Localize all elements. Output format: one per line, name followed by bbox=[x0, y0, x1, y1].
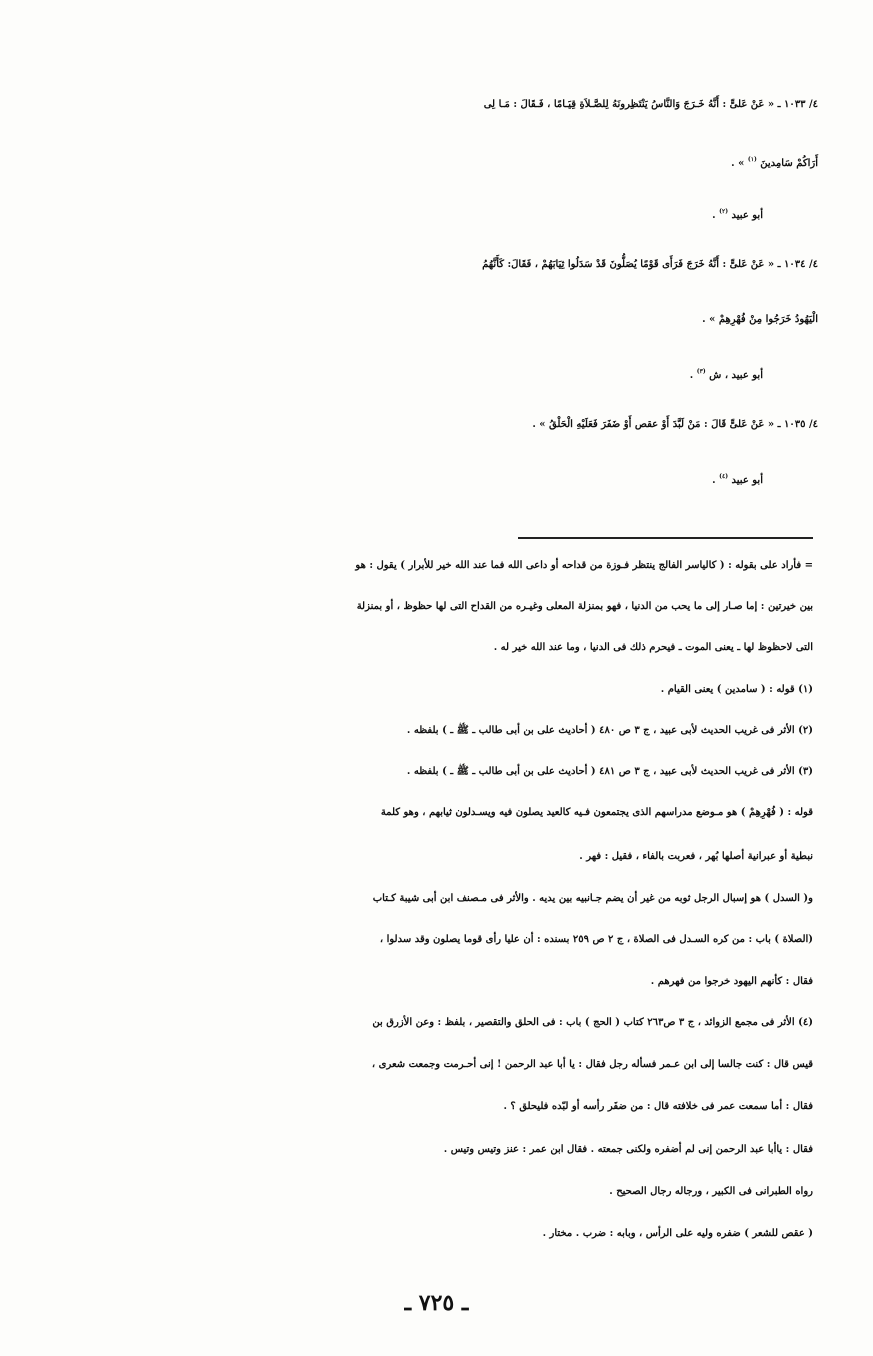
entry-text: « عَنْ عَلىٍّ قَالَ : مَنْ لَبَّدَ أَوْ عقص أَوْ ضَفَرَ فَعَلَيْهِ الْحَلْقُ » . bbox=[532, 419, 775, 430]
footnote-divider bbox=[518, 537, 813, 539]
entry-text: أَرَاكُمْ سَامِدينَ bbox=[760, 157, 818, 169]
footnote-line: = فأراد على بقوله : ( كالياسر الفالج ينتظر فـوزة من قداحه أو داعى الله فما عند الله خير للأبرار ) يقول : هو bbox=[355, 560, 813, 571]
footnote-line: رواه الطبرانى فى الكبير ، ورجاله رجال الصحيح . bbox=[609, 1186, 813, 1197]
footnote-line: فقال : ياأبا عبد الرحمن إنى لم أضفره ولكنى جمعته . فقال ابن عمر : عنز وتيس وتيس . bbox=[443, 1144, 813, 1155]
footnote-line: بين خيرتين : إما صـار إلى ما يحب من الدنيا ، فهو بمنزلة المعلى وغيـره من القداح التى لها حظوظ ، أو بمنزلة bbox=[356, 601, 813, 612]
source-text: أبو عبيد bbox=[731, 474, 763, 486]
footnote-line: فقال : كأنهم اليهود خرجوا من فهرهم . bbox=[650, 976, 813, 987]
entry-text: « عَنْ عَلىٍّ : أَنَّهُ خَرَجَ فَرَأَى قَوْمًا يُصَلُّونَ قَدْ سَدَلُوا ثِيَابَهُمْ ، فَقَالَ: كَأَنَّهُمُ bbox=[482, 259, 775, 270]
footnote-ref: (٣) bbox=[696, 368, 706, 375]
entry-1033-line2 bbox=[0, 140, 818, 184]
footnote-line: قوله : ( فُهْرِهِمْ ) هو مـوضع مدراسهم الذى يجتمعون فـيه كالعيد يصلون فيه ويسـدلون ثيابهم ، وهو كلمة bbox=[380, 807, 813, 818]
footnote-line: ( عقص للشعر ) ضفره وليه على الرأس ، وبابه : ضرب . مختار . bbox=[542, 1228, 813, 1239]
footnote-line: قيس قال : كنت جالسا إلى ابن عـمر فسأله رجل فقال : يا أبا عبد الرحمن ! إنى أحـرمت وجمعت شعرى ، bbox=[371, 1059, 813, 1070]
entry-number: ٤/ ١٠٣٣ ـ bbox=[777, 99, 818, 110]
footnote-ref: (٤) bbox=[719, 473, 729, 480]
footnote-line: (٣) الأثر فى غريب الحديث لأبى عبيد ، ج ٣ ص ٤٨١ ( أحاديث على بن أبى طالب ـ ﷺ ـ ) بلفظه . bbox=[406, 766, 813, 777]
entry-number: ٤/ ١٠٣٤ ـ bbox=[777, 259, 818, 270]
entry-1034-source bbox=[0, 355, 763, 393]
entry-1033-line1 bbox=[0, 85, 818, 125]
source-text: أبو عبيد ، ش bbox=[709, 369, 763, 381]
source-text: أبو عبيد bbox=[731, 209, 763, 221]
entry-text-close: » . bbox=[731, 157, 745, 169]
source-end: . bbox=[712, 209, 716, 221]
footnote-line: (٤) الأثر فى مجمع الزوائد ، ج ٣ ص٢٦٣ كتاب ( الحج ) باب : فى الحلق والتقصير ، بلفظ : وعن الأزرق بن bbox=[372, 1017, 813, 1028]
entry-1034-line2 bbox=[0, 300, 818, 340]
entry-text: « عَنْ عَلىٍّ : أَنَّهُ خَـرَجَ وَالنَّاسُ يَنْتَظِرونَهُ لِلصَّـلاَةِ قِيَـامًا ، فَـقَالَ : مَـا لِى bbox=[483, 99, 775, 110]
footnote-line: و( السدل ) هو إسبال الرجل ثوبه من غير أن يضم جـانبيه بين يديه . والأثر فى مـصنف ابن أبى شيبة كـتاب bbox=[372, 893, 813, 904]
footnote-ref: (٢) bbox=[719, 208, 729, 215]
footnote-line: نبطية أو عبرانية أصلها بُهر ، فعربت بالفاء ، فقيل : فهر . bbox=[579, 851, 813, 862]
footnote-line: فقال : أما سمعت عمر فى خلافته قال : من ضفَر رأسه أو لبّده فليحلق ؟ . bbox=[503, 1101, 813, 1112]
footnote-line: (٢) الأثر فى غريب الحديث لأبى عبيد ، ج ٣ ص ٤٨٠ ( أحاديث على بن أبى طالب ـ ﷺ ـ ) بلفظه . bbox=[406, 725, 813, 736]
footnote-line: (١) قوله : ( سامدين ) يعنى القيام . bbox=[660, 684, 813, 695]
source-end: . bbox=[712, 474, 716, 486]
footnote-line: التى لاحظوظ لها ـ يعنى الموت ـ فيحرم ذلك فى الدنيا ، وما عند الله خير له . bbox=[493, 642, 813, 653]
source-end: . bbox=[689, 369, 694, 381]
entry-1034-line1 bbox=[0, 245, 818, 285]
entry-1035-line1 bbox=[0, 405, 818, 445]
entry-1033-source bbox=[0, 195, 763, 233]
page-number: ـ ٧٢٥ ـ bbox=[404, 1290, 469, 1316]
entry-1035-source bbox=[0, 460, 763, 498]
footnote-line: (الصلاة ) باب : من كره السـدل فى الصلاة ، ج ٢ ص ٢٥٩ بسنده : أن عليا رأى قوما يصلون وقد سدلوا ، bbox=[379, 934, 813, 945]
entry-text: الْيَهُودُ خَرَجُوا مِنْ فُهْرِهِمْ » . bbox=[702, 314, 818, 325]
entry-number: ٤/ ١٠٣٥ ـ bbox=[777, 419, 818, 430]
footnote-ref: (١) bbox=[747, 156, 757, 163]
